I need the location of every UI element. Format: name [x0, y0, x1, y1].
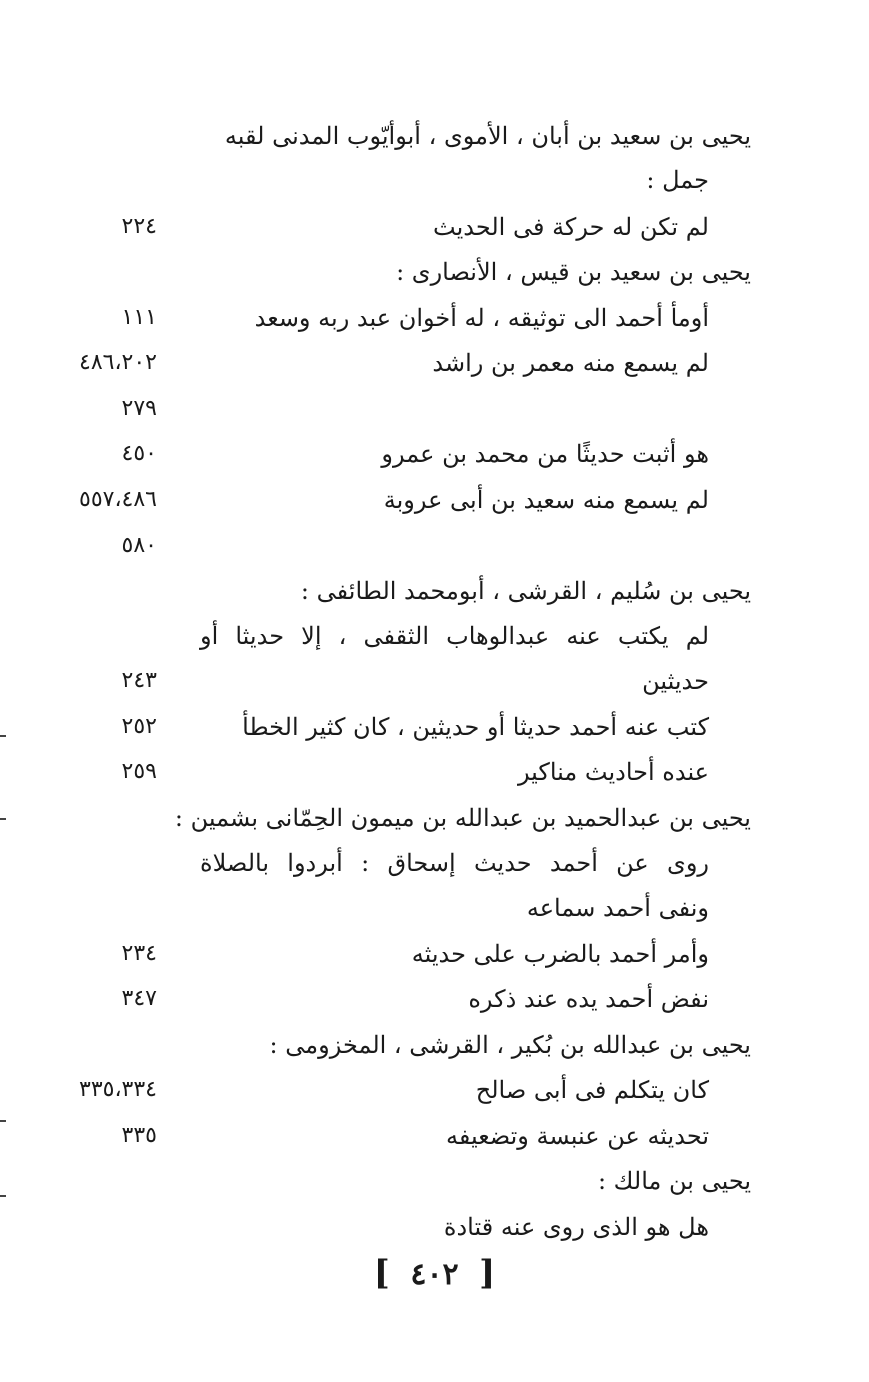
page-reference: ٤٨٦،٢٠٢ — [79, 350, 157, 375]
index-line-text: هل هو الذى روى عنه قتادة — [443, 1213, 709, 1241]
index-line-row — [0, 705, 869, 749]
entry-heading: يحيى بن سعيد بن أبان ، الأموى ، أبوأيّوب المدنى لقبه — [224, 122, 751, 150]
index-line-row — [0, 205, 869, 249]
page-reference: ٢٣٤ — [121, 941, 157, 966]
page-reference: ٣٣٥،٣٣٤ — [79, 1077, 157, 1102]
page-number-footer — [0, 1248, 869, 1300]
index-line-row — [0, 296, 869, 340]
page-reference: ١١١ — [121, 305, 157, 330]
page-reference: ٣٣٥ — [121, 1123, 157, 1148]
scan-edge-mark — [0, 735, 6, 737]
page-reference: ٢٥٩ — [121, 759, 157, 784]
index-line-text: كان يتكلم فى أبى صالح — [475, 1076, 709, 1104]
page-reference: ٢٤٣ — [121, 668, 157, 693]
entry-heading: يحيى بن سُليم ، القرشى ، أبومحمد الطائفى : — [300, 577, 751, 605]
index-line-text: كتب عنه أحمد حديثا أو حديثين ، كان كثير الخطأ — [242, 713, 709, 741]
entry-heading: يحيى بن عبدالله بن بُكير ، القرشى ، المخزومى : — [269, 1031, 751, 1059]
index-line-text: لم يسمع منه معمر بن راشد — [432, 349, 709, 377]
index-line-text: روى عن أحمد حديث إسحاق : أبردوا بالصلاة — [200, 849, 709, 877]
scan-edge-mark — [0, 1195, 6, 1197]
bracket-open: [ — [373, 1253, 390, 1293]
index-line-row — [0, 387, 869, 431]
index-line-row — [0, 1205, 869, 1249]
entry-heading-continuation-row — [0, 158, 869, 202]
page-reference: ٥٨٠ — [121, 533, 157, 558]
index-line-row — [0, 524, 869, 568]
index-line-row — [0, 614, 869, 658]
index-line-text: تحديثه عن عنبسة وتضعيفه — [445, 1122, 709, 1150]
index-line-text: نفض أحمد يده عند ذكره — [468, 985, 709, 1013]
index-line-text: لم يكتب عنه عبدالوهاب الثقفى ، إلا حديثا أو — [200, 622, 709, 650]
index-line-continuation: ونفى أحمد سماعه — [526, 894, 709, 922]
index-line-row — [0, 977, 869, 1021]
index-line-row — [0, 659, 869, 703]
index-line-row — [0, 341, 869, 385]
index-line-text: أومأ أحمد الى توثيقه ، له أخوان عبد ربه وسعد — [254, 304, 709, 332]
page-reference: ٢٥٢ — [121, 714, 157, 739]
entry-heading-row — [0, 114, 869, 158]
index-line-continuation: حديثين — [642, 667, 709, 695]
index-line-text: لم تكن له حركة فى الحديث — [433, 213, 709, 241]
index-line-row — [0, 932, 869, 976]
index-line-text: وأمر أحمد بالضرب على حديثه — [411, 940, 709, 968]
index-line-row — [0, 886, 869, 930]
bracket-close: ] — [479, 1253, 496, 1293]
index-line-row — [0, 841, 869, 885]
entry-heading-row — [0, 250, 869, 294]
index-line-row — [0, 750, 869, 794]
scan-edge-mark — [0, 818, 6, 820]
index-line-text: لم يسمع منه سعيد بن أبى عروبة — [383, 486, 709, 514]
scan-edge-mark — [0, 1120, 6, 1122]
page-reference: ٤٥٠ — [121, 441, 157, 466]
entry-heading: يحيى بن مالك : — [597, 1167, 751, 1195]
entry-heading: يحيى بن سعيد بن قيس ، الأنصارى : — [396, 258, 751, 286]
entry-heading-row — [0, 569, 869, 613]
index-line-row — [0, 1114, 869, 1158]
index-line-row — [0, 478, 869, 522]
index-line-text: عنده أحاديث مناكير — [517, 758, 709, 786]
page-reference: ٣٤٧ — [121, 986, 157, 1011]
index-line-row — [0, 432, 869, 476]
entry-heading-row — [0, 796, 869, 840]
page-number: ٤٠٢ — [410, 1257, 459, 1292]
index-line-row — [0, 1068, 869, 1112]
page-reference: ٢٢٤ — [121, 214, 157, 239]
entry-heading-row — [0, 1023, 869, 1067]
entry-heading-row — [0, 1159, 869, 1203]
index-line-text: هو أثبت حديثًا من محمد بن عمرو — [381, 440, 709, 468]
page-reference: ٢٧٩ — [121, 396, 157, 421]
entry-heading-continuation: جمل : — [646, 166, 709, 194]
page-reference: ٥٥٧،٤٨٦ — [79, 487, 157, 512]
entry-heading: يحيى بن عبدالحميد بن عبدالله بن ميمون الحِمّانى بشمين : — [174, 804, 751, 832]
